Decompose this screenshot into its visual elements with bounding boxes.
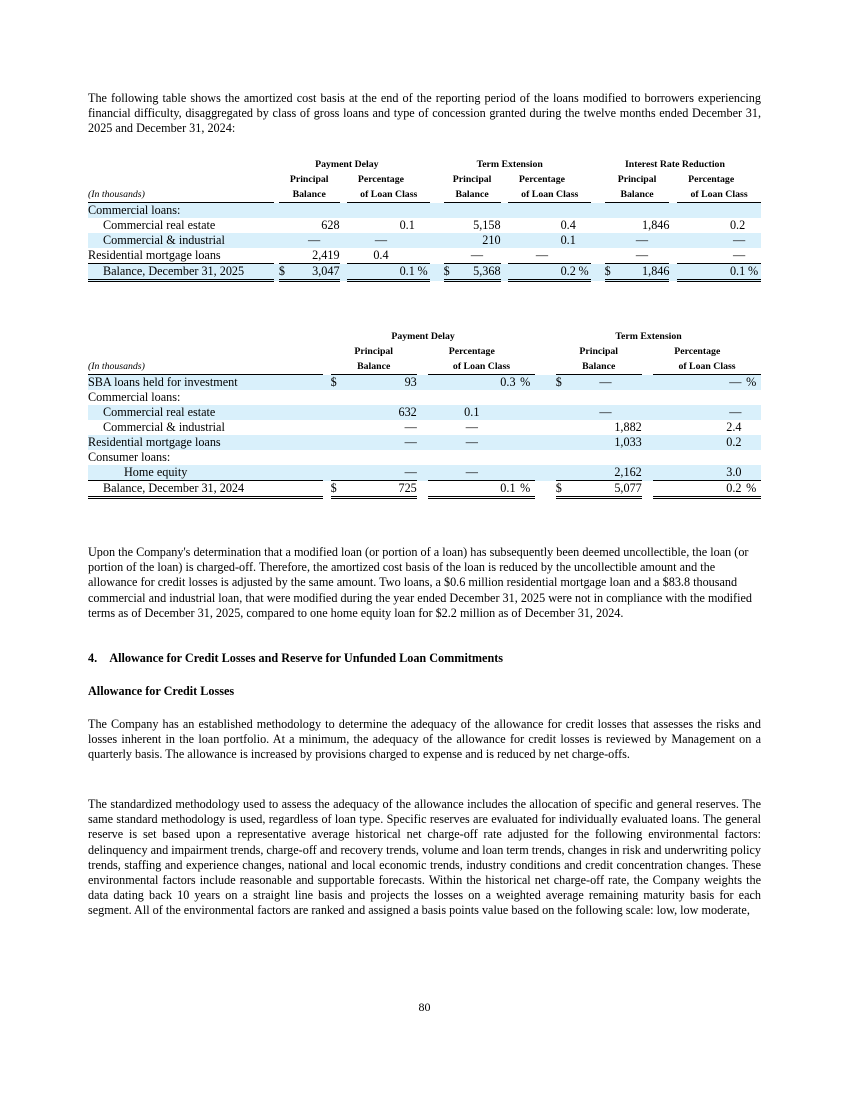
col-header: Balance [556, 359, 642, 375]
modified-loans-table-2025 [88, 157, 761, 282]
row-label: Residential mortgage loans [88, 435, 323, 450]
col-header: of Loan Class [653, 359, 761, 375]
table-row [88, 450, 761, 465]
row-label: Residential mortgage loans [88, 248, 274, 264]
page-number: 80 [418, 1000, 431, 1014]
table-cell: — [508, 248, 576, 264]
col-header: Percentage [357, 174, 404, 185]
table-cell: 2,419 [289, 248, 340, 264]
row-label: Commercial real estate [88, 405, 323, 420]
total-label: Balance, December 31, 2024 [88, 481, 323, 498]
table-cell: 5,077 [569, 481, 641, 498]
row-label: Commercial loans: [88, 203, 761, 219]
table-cell: 3,047 [289, 264, 340, 281]
column-header-row-top [88, 172, 761, 187]
table-cell: 210 [453, 233, 500, 248]
row-label: Commercial & industrial [103, 420, 225, 434]
col-header: of Loan Class [677, 187, 761, 203]
col-header: Percentage [448, 346, 495, 357]
row-label: Commercial real estate [103, 218, 216, 232]
table-cell: % [576, 264, 592, 281]
table-cell: 0.1 [428, 405, 515, 420]
table-row [88, 420, 761, 435]
table-cell: 2.4 [726, 420, 742, 434]
table-cell: $ [444, 264, 454, 281]
chargeoff-paragraph: Upon the Company's determination that a modified loan (or portion of a loan) has subsequently been deemed uncollectible, the loan (or portion of the loan) is charged-off. Therefore, the amortized cost basis of the loan is reduced by the uncollectible amount and the allowance for credit losses is adjusted by the same amount. Two loans, a $0.6 million residential mortgage loan and a $83.8 thousand commercial and industrial loan, that were modified during the year ended December 31, 2025 were not in compliance with the modified terms as of December 31, 2025, compared to one home equity loan for $2.2 million as of December 31, 2024. [88, 545, 752, 620]
table-cell: — [615, 233, 670, 248]
group-payment-delay: Payment Delay [391, 331, 455, 342]
table-cell: 0.4 [347, 248, 415, 264]
table-row [88, 390, 761, 405]
table-cell: — [428, 465, 515, 481]
table-cell: — [404, 420, 417, 434]
row-label: SBA loans held for investment [88, 375, 323, 391]
col-header: Principal [289, 174, 329, 185]
column-header-row-top [88, 344, 761, 359]
table-cell: — [569, 405, 641, 420]
table-cell: $ [556, 375, 570, 391]
modified-loans-table-2024 [88, 329, 761, 499]
col-header: Principal [579, 346, 619, 357]
table-cell: 1,846 [642, 218, 670, 232]
subheading: Allowance for Credit Losses [88, 684, 235, 698]
column-header-row-bottom [88, 359, 761, 375]
row-label: Commercial & industrial [88, 233, 274, 248]
table-row [88, 375, 761, 391]
table-cell: — [653, 405, 741, 420]
table-row [88, 218, 761, 233]
table-cell: 93 [344, 375, 416, 391]
col-header: Principal [452, 174, 492, 185]
row-label: Consumer loans: [88, 450, 171, 464]
col-header: Principal [354, 346, 394, 357]
table-cell: — [344, 465, 416, 481]
table-cell: 0.1 [677, 264, 745, 281]
standardized-methodology-paragraph: The standardized methodology used to assess the adequacy of the allowance includes the allocation of specific and general reserves. The same standard methodology is used, regardless of loan type. Specific reserves are evaluated for individually evaluated loans. The general reserve is set based upon a representative average historical net charge-off rate adjusted for the following environmental factors: delinquency and impairment trends, charge-off and recovery trends, volume and loan term trends, changes in risk and underwriting policy trends, staffing and experience changes, national and local economic trends, industry conditions and credit concentration changes. These environmental factors include reasonable and supportable forecasts. Within the historical net charge-off rate, the Company weights the data dating back 10 years on a straight line basis and projects the losses on a weighted average remaining maturity basis for each segment. All of the environmental factors are ranked and assigned a basis points value based on the following scale: low, low moderate, [88, 797, 761, 918]
col-header: Principal [617, 174, 657, 185]
table-cell: — [347, 233, 415, 248]
col-header: Balance [444, 187, 501, 203]
table-cell: — [677, 233, 745, 248]
col-header: of Loan Class [428, 359, 535, 375]
table-cell: — [465, 420, 478, 434]
table-cell: % [741, 375, 761, 391]
col-header: Percentage [688, 174, 735, 185]
intro-paragraph: The following table shows the amortized cost basis at the end of the reporting period of the loans modified to borrowers experiencing financial difficulty, disaggregated by class of gross loans and type of concession granted during the twelve months ended December 31, 2025 and December 31, 2024: [88, 91, 761, 136]
column-header-row-bottom [88, 187, 761, 203]
section-heading: 4. Allowance for Credit Losses and Reserve for Unfunded Loan Commitments [88, 651, 504, 665]
table-cell: 628 [321, 218, 340, 232]
total-label: Balance, December 31, 2025 [88, 264, 274, 281]
table-cell: 632 [344, 405, 416, 420]
total-row [88, 264, 761, 281]
table-cell: 5,368 [453, 264, 500, 281]
table-cell: 0.4 [560, 218, 576, 232]
table-cell: $ [331, 481, 345, 498]
table-cell: — [653, 375, 741, 391]
table-row [88, 435, 761, 450]
table-cell: 0.3 [428, 375, 515, 391]
unit-label: (In thousands) [88, 187, 274, 203]
table-row [88, 233, 761, 248]
table-cell: 3.0 [653, 465, 741, 481]
table-cell: % [415, 264, 431, 281]
table-cell: 1,846 [615, 264, 670, 281]
table-cell: 1,882 [614, 420, 642, 434]
table-cell: — [569, 375, 641, 391]
total-row [88, 481, 761, 498]
table-cell: 0.2 [653, 435, 741, 450]
group-interest-rate-reduction: Interest Rate Reduction [624, 159, 725, 170]
col-header: Balance [279, 187, 340, 203]
table-row [88, 465, 761, 481]
table-cell: $ [279, 264, 289, 281]
table-cell: $ [331, 375, 345, 391]
table-cell: % [516, 481, 535, 498]
table-cell: 0.1 [508, 233, 576, 248]
table-cell: 0.2 [729, 218, 746, 232]
table-row [88, 248, 761, 264]
unit-label: (In thousands) [88, 359, 323, 375]
col-header: Percentage [518, 174, 565, 185]
row-label: Home equity [88, 465, 323, 481]
table-cell: $ [556, 481, 570, 498]
group-payment-delay: Payment Delay [315, 159, 379, 170]
col-header: of Loan Class [508, 187, 591, 203]
table-cell: 1,033 [569, 435, 641, 450]
group-header-row [88, 157, 761, 172]
group-term-extension: Term Extension [476, 159, 543, 170]
table-cell: 2,162 [569, 465, 641, 481]
table-cell: 0.2 [653, 481, 741, 498]
table-row [88, 203, 761, 219]
table-cell: $ [605, 264, 615, 281]
table-cell: % [516, 375, 535, 391]
row-label: Commercial loans: [88, 390, 181, 404]
table-cell: 0.1 [347, 264, 415, 281]
col-header: Percentage [674, 346, 721, 357]
table-cell: — [677, 248, 745, 264]
table-cell: % [741, 481, 761, 498]
group-header-row [88, 329, 761, 344]
table-cell: 725 [344, 481, 416, 498]
table-cell: % [745, 264, 761, 281]
col-header: of Loan Class [347, 187, 430, 203]
table-cell: — [428, 435, 515, 450]
table-cell: 0.1 [428, 481, 515, 498]
table-cell: 0.2 [508, 264, 576, 281]
col-header: Balance [605, 187, 670, 203]
table-cell: — [453, 248, 500, 264]
table-row [88, 405, 761, 420]
table-cell: 5,158 [473, 218, 501, 232]
col-header: Balance [331, 359, 417, 375]
table-cell: — [615, 248, 670, 264]
methodology-paragraph: The Company has an established methodology to determine the adequacy of the allowance for credit losses that assesses the risks and losses inherent in the loan portfolio. At a minimum, the adequacy of the allowance for credit losses is reviewed by Management on a quarterly basis. The allowance is increased by provisions charged to expense and is reduced by net charge-offs. [88, 717, 761, 762]
table-cell: — [344, 435, 416, 450]
table-cell: — [289, 233, 340, 248]
table-cell: 0.1 [399, 218, 415, 232]
group-term-extension: Term Extension [615, 331, 682, 342]
